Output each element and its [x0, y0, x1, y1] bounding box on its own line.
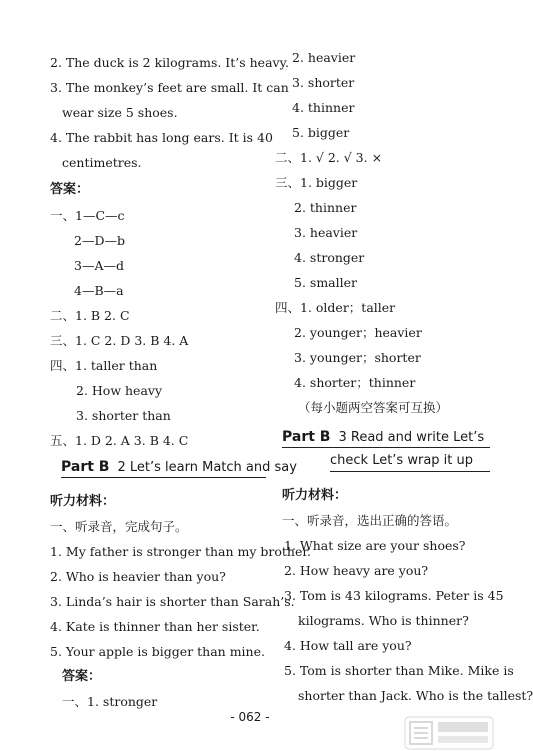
- answers-label: 答案：: [62, 669, 102, 684]
- answer-line: 3. heavier: [294, 225, 358, 240]
- answer-line: 4. thinner: [292, 100, 355, 115]
- answer-line: 二、1. √ 2. √ 3. ×: [275, 150, 383, 165]
- text-line: centimetres.: [62, 155, 142, 170]
- answer-line: 2—D—b: [74, 233, 125, 248]
- note-line: （每小题两空答案可互换）: [298, 400, 449, 415]
- section-underline: [330, 471, 490, 472]
- section-tag: Part B: [282, 429, 331, 445]
- watermark-logo: [404, 716, 494, 750]
- answer-line: 五、1. D 2. A 3. B 4. C: [50, 433, 189, 448]
- answer-line: 2. How heavy: [76, 383, 163, 398]
- answer-line: 5. bigger: [292, 125, 350, 140]
- answer-line: 二、1. B 2. C: [50, 308, 130, 323]
- section-underline: [282, 447, 490, 448]
- listening-label: 听力材料：: [282, 488, 348, 503]
- sentence-line: 4. Kate is thinner than her sister.: [50, 619, 260, 634]
- answer-line: 4. stronger: [294, 250, 365, 265]
- answer-line: 3—A—d: [74, 258, 124, 273]
- section-underline: [61, 477, 266, 478]
- answer-line: 三、1. bigger: [275, 175, 358, 190]
- sentence-line: 1. My father is stronger than my brother.: [50, 544, 311, 559]
- answer-line: 2. heavier: [292, 50, 356, 65]
- answer-line: 三、1. C 2. D 3. B 4. A: [50, 333, 189, 348]
- answer-line: 3. younger；shorter: [294, 350, 421, 365]
- question-line: 5. Tom is shorter than Mike. Mike is: [284, 663, 514, 678]
- answer-line: 5. smaller: [294, 275, 357, 290]
- task-instruction: 一、听录音，选出正确的答语。: [282, 513, 458, 528]
- answer-line: 一、1—C—c: [50, 208, 125, 223]
- question-line: 4. How tall are you?: [284, 638, 412, 653]
- text-line: 2. The duck is 2 kilograms. It’s heavy.: [50, 55, 289, 70]
- answers-label: 答案：: [50, 182, 90, 197]
- sentence-line: 2. Who is heavier than you?: [50, 569, 226, 584]
- sentence-line: 3. Linda’s hair is shorter than Sarah’s.: [50, 594, 295, 609]
- question-line: shorter than Jack. Who is the tallest?: [298, 688, 533, 703]
- section-title: 3 Read and write Let’s: [338, 430, 485, 445]
- answer-line: 3. shorter than: [76, 408, 171, 423]
- section-heading-cont: [330, 452, 473, 470]
- section-tag: Part B: [61, 459, 110, 475]
- section-heading: [282, 428, 484, 447]
- sentence-line: 5. Your apple is bigger than mine.: [50, 644, 265, 659]
- listening-label: 听力材料：: [50, 494, 116, 509]
- answer-line: 4. shorter；thinner: [294, 375, 416, 390]
- question-line: 2. How heavy are you?: [284, 563, 429, 578]
- answer-line: 3. shorter: [292, 75, 355, 90]
- answer-line: 四、1. older；taller: [275, 300, 396, 315]
- page-number: - 062 -: [230, 710, 270, 724]
- question-line: 3. Tom is 43 kilograms. Peter is 45: [284, 588, 504, 603]
- text-line: wear size 5 shoes.: [62, 105, 178, 120]
- answer-line: 2. younger；heavier: [294, 325, 422, 340]
- question-line: 1. What size are your shoes?: [284, 538, 466, 553]
- task-instruction: 一、听录音，完成句子。: [50, 519, 188, 534]
- question-line: kilograms. Who is thinner?: [298, 613, 469, 628]
- answer-line: 2. thinner: [294, 200, 357, 215]
- text-line: 3. The monkey’s feet are small. It can: [50, 80, 289, 95]
- answer-line: 4—B—a: [74, 283, 124, 298]
- section-heading: [61, 458, 297, 477]
- section-title: 2 Let’s learn Match and say: [117, 460, 297, 475]
- answer-line: 一、1. stronger: [62, 694, 158, 709]
- answer-line: 四、1. taller than: [50, 358, 158, 373]
- text-line: 4. The rabbit has long ears. It is 40: [50, 130, 273, 145]
- section-title: check Let’s wrap it up: [330, 453, 473, 468]
